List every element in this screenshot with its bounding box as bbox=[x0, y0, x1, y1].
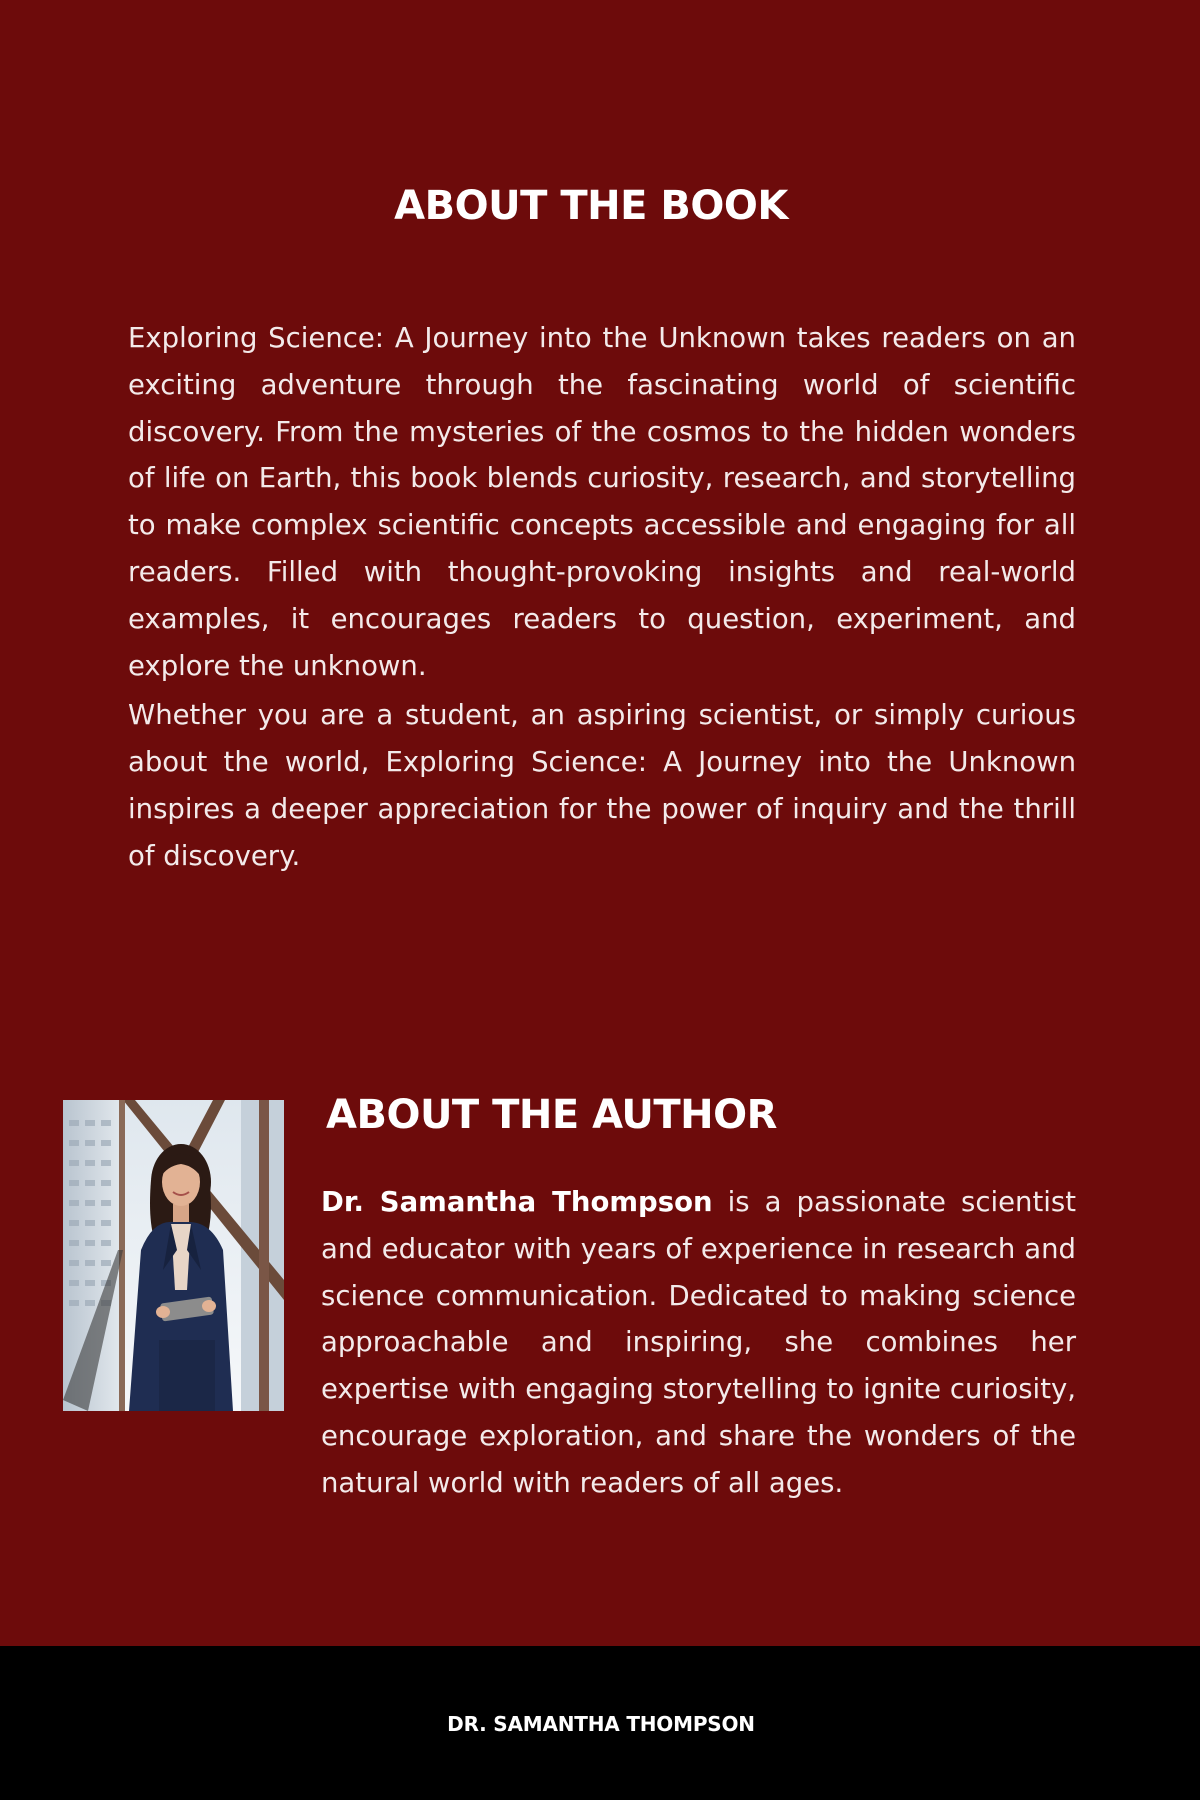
book-paragraph-2: Whether you are a student, an aspiring scientist, or simply curious about the world, Exploring Science: A Journey into the Unknown inspires a deeper appreciation for the power of inquiry and the thrill of discovery. bbox=[128, 699, 1076, 872]
author-name: Dr. Samantha Thompson bbox=[321, 1186, 713, 1218]
author-bio bbox=[321, 1179, 1076, 1507]
author-portrait-icon bbox=[63, 1100, 284, 1411]
book-paragraph-1: Exploring Science: A Journey into the Unknown takes readers on an exciting adventure through the fascinating world of scientific discovery. From the mysteries of the cosmos to the hidden wonders of life on Earth, this book blends curiosity, research, and storytelling to make complex scientific concepts accessible and engaging for all readers. Filled with thought-provoking insights and real-world examples, it encourages readers to question, experiment, and explore the unknown. bbox=[128, 322, 1076, 682]
author-photo bbox=[63, 1100, 284, 1411]
book-description bbox=[128, 315, 1076, 883]
about-author-heading: ABOUT THE AUTHOR bbox=[326, 1092, 777, 1138]
about-book-heading: ABOUT THE BOOK bbox=[394, 183, 788, 229]
author-bio-text: is a passionate scientist and educator with years of experience in research and science communication. Dedicated to making science approachable and inspiring, she combines her expertise with engaging storytelling to ignite curiosity, encourage exploration, and share the wonders of the natural world with readers of all ages. bbox=[321, 1186, 1076, 1499]
footer-author-name: DR. SAMANTHA THOMPSON bbox=[447, 1712, 755, 1736]
